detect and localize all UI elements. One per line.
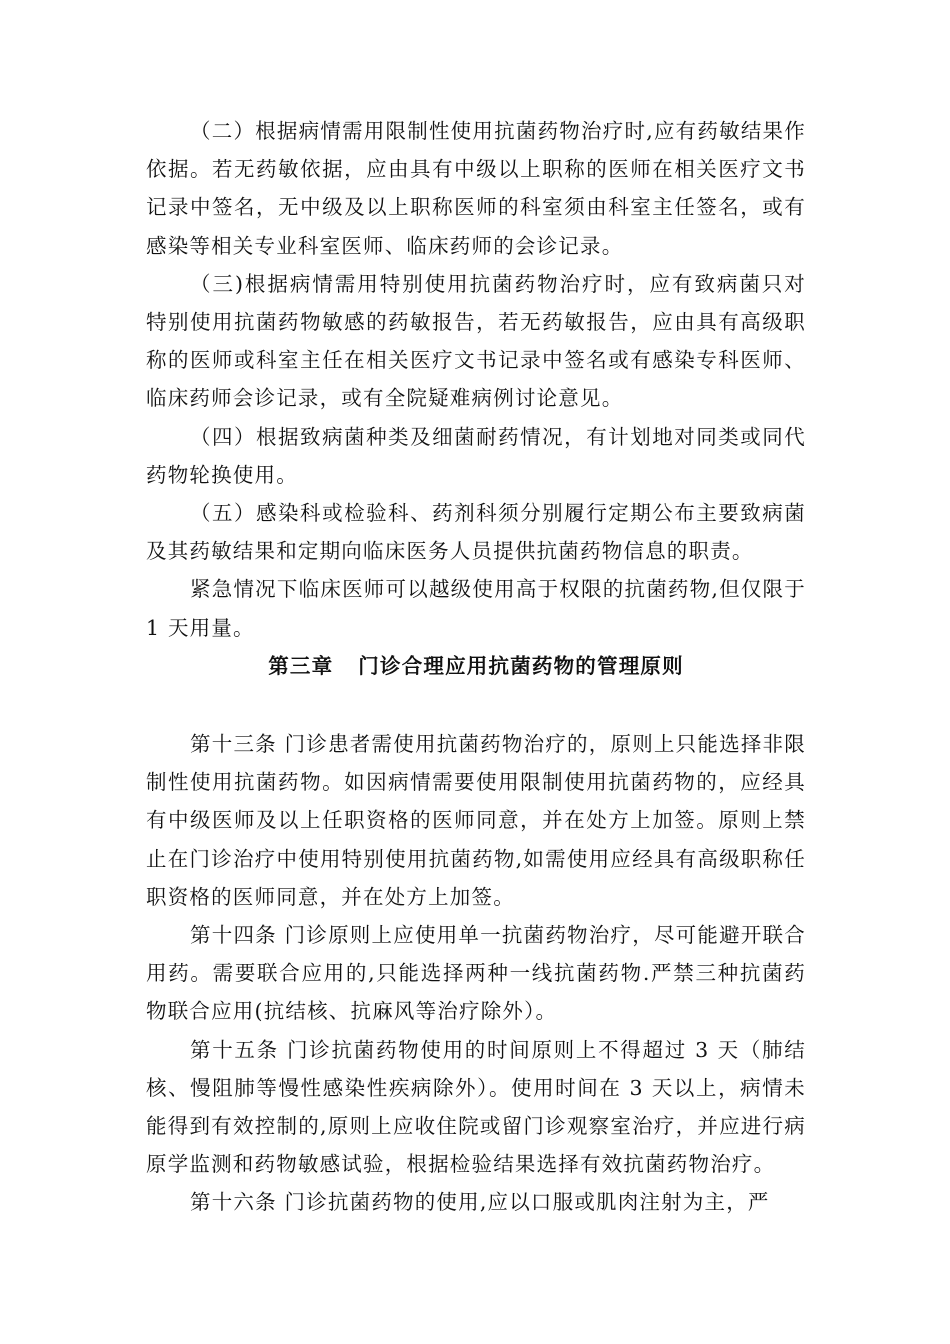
chapter-title: 第三章 门诊合理应用抗菌药物的管理原则 xyxy=(268,653,684,678)
section-spacer xyxy=(146,685,806,725)
paragraph-special-use: （三)根据病情需用特别使用抗菌药物治疗时，应有致病菌只对特别使用抗菌药物敏感的药敏报告，若无药敏报告，应由具有高级职称的医师或科室主任在相关医疗文书记录中签名或有感染专科医师、临床药师会诊记录，或有全院疑难病例讨论意见。 xyxy=(146,271,806,411)
article-16: 第十六条 门诊抗菌药物的使用,应以口服或肌肉注射为主，严 xyxy=(190,1190,770,1215)
article-14: 第十四条 门诊原则上应使用单一抗菌药物治疗，尽可能避开联合用药。需要联合应用的,只能选择两种一线抗菌药物.严禁三种抗菌药物联合应用(抗结核、抗麻风等治疗除外）。 xyxy=(146,923,806,1024)
paragraph-lab-duties: （五）感染科或检验科、药剂科须分别履行定期公布主要致病菌及其药敏结果和定期向临床医务人员提供抗菌药物信息的职责。 xyxy=(146,501,806,564)
article-15: 第十五条 门诊抗菌药物使用的时间原则上不得超过 3 天（肺结核、慢阻肺等慢性感染性疾病除外）。使用时间在 3 天以上，病情未能得到有效控制的,原则上应收住院或留门诊观察室治疗，并应进行病原学监测和药物敏感试验，根据检验结果选择有效抗菌药物治疗。 xyxy=(146,1037,806,1177)
paragraph-emergency: 紧急情况下临床医师可以越级使用高于权限的抗菌药物,但仅限于 1 天用量。 xyxy=(146,577,806,640)
paragraph-restricted-use: （二）根据病情需用限制性使用抗菌药物治疗时,应有药敏结果作依据。若无药敏依据，应由具有中级以上职称的医师在相关医疗文书记录中签名，无中级及以上职称医师的科室须由科室主任签名，或有感染等相关专业科室医师、临床药师的会诊记录。 xyxy=(146,119,806,258)
article-13: 第十三条 门诊患者需使用抗菌药物治疗的，原则上只能选择非限制性使用抗菌药物。如因病情需要使用限制使用抗菌药物的，应经具有中级医师及以上任职资格的医师同意，并在处方上加签。原则上禁止在门诊治疗中使用特别使用抗菌药物,如需使用应经具有高级职称任职资格的医师同意，并在处方上加签。 xyxy=(146,732,806,909)
document-page xyxy=(146,112,806,1222)
paragraph-rotation: （四）根据致病菌种类及细菌耐药情况，有计划地对同类或同代药物轮换使用。 xyxy=(146,424,806,487)
